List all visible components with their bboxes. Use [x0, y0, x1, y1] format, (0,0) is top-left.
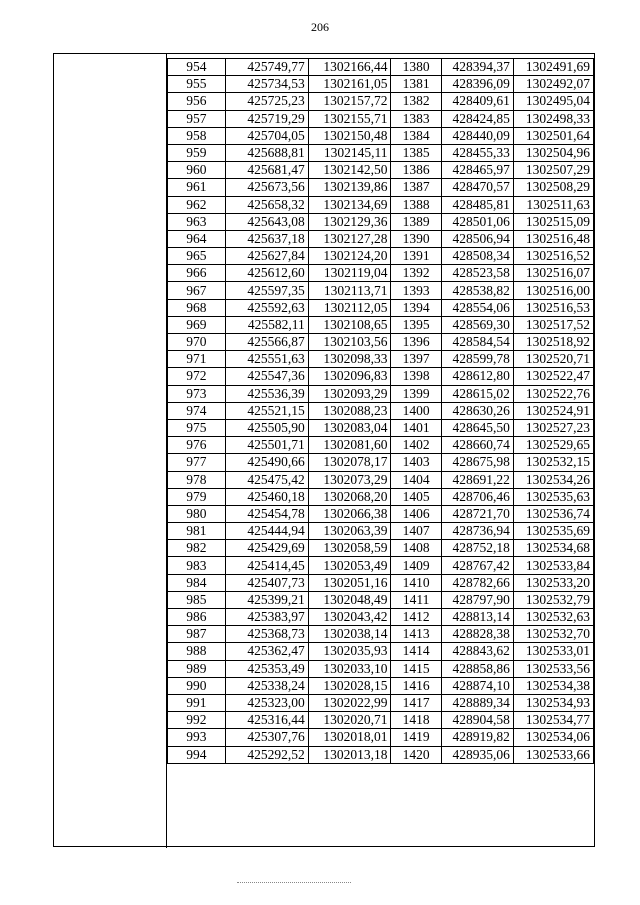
point-number-b: 1398 — [391, 368, 441, 385]
y-coordinate-b: 1302534,77 — [513, 712, 593, 729]
point-number-a: 987 — [168, 626, 226, 643]
point-number-b: 1416 — [391, 677, 441, 694]
x-coordinate-a: 425323,00 — [225, 694, 308, 711]
x-coordinate-a: 425307,76 — [225, 729, 308, 746]
point-number-a: 991 — [168, 694, 226, 711]
x-coordinate-b: 428440,09 — [441, 127, 513, 144]
y-coordinate-a: 1302083,04 — [308, 419, 391, 436]
point-number-a: 982 — [168, 540, 226, 557]
x-coordinate-a: 425592,63 — [225, 299, 308, 316]
x-coordinate-b: 428828,38 — [441, 626, 513, 643]
table-row — [168, 540, 594, 557]
table-row — [168, 316, 594, 333]
y-coordinate-b: 1302516,48 — [513, 230, 593, 247]
point-number-b: 1397 — [391, 351, 441, 368]
x-coordinate-b: 428470,57 — [441, 179, 513, 196]
coordinates-table — [167, 58, 594, 764]
x-coordinate-b: 428569,30 — [441, 316, 513, 333]
x-coordinate-a: 425368,73 — [225, 626, 308, 643]
x-coordinate-b: 428874,10 — [441, 677, 513, 694]
point-number-a: 990 — [168, 677, 226, 694]
y-coordinate-b: 1302536,74 — [513, 505, 593, 522]
point-number-a: 957 — [168, 110, 226, 127]
y-coordinate-b: 1302492,07 — [513, 76, 593, 93]
table-row — [168, 591, 594, 608]
x-coordinate-a: 425362,47 — [225, 643, 308, 660]
table-row — [168, 144, 594, 161]
y-coordinate-a: 1302035,93 — [308, 643, 391, 660]
x-coordinate-a: 425536,39 — [225, 385, 308, 402]
table-row — [168, 385, 594, 402]
point-number-b: 1387 — [391, 179, 441, 196]
y-coordinate-a: 1302063,39 — [308, 523, 391, 540]
x-coordinate-a: 425643,08 — [225, 213, 308, 230]
point-number-b: 1405 — [391, 488, 441, 505]
x-coordinate-a: 425490,66 — [225, 454, 308, 471]
y-coordinate-a: 1302022,99 — [308, 694, 391, 711]
table-row — [168, 557, 594, 574]
x-coordinate-a: 425501,71 — [225, 437, 308, 454]
point-number-a: 977 — [168, 454, 226, 471]
y-coordinate-b: 1302515,09 — [513, 213, 593, 230]
y-coordinate-b: 1302501,64 — [513, 127, 593, 144]
x-coordinate-a: 425734,53 — [225, 76, 308, 93]
x-coordinate-a: 425749,77 — [225, 59, 308, 76]
y-coordinate-b: 1302533,01 — [513, 643, 593, 660]
table-row — [168, 59, 594, 76]
y-coordinate-a: 1302048,49 — [308, 591, 391, 608]
x-coordinate-a: 425566,87 — [225, 334, 308, 351]
point-number-b: 1390 — [391, 230, 441, 247]
y-coordinate-a: 1302020,71 — [308, 712, 391, 729]
table-row — [168, 454, 594, 471]
y-coordinate-a: 1302103,56 — [308, 334, 391, 351]
x-coordinate-a: 425383,97 — [225, 609, 308, 626]
point-number-b: 1394 — [391, 299, 441, 316]
x-coordinate-b: 428721,70 — [441, 505, 513, 522]
x-coordinate-b: 428508,34 — [441, 248, 513, 265]
x-coordinate-b: 428935,06 — [441, 746, 513, 763]
point-number-b: 1380 — [391, 59, 441, 76]
y-coordinate-b: 1302535,69 — [513, 523, 593, 540]
point-number-a: 961 — [168, 179, 226, 196]
point-number-a: 989 — [168, 660, 226, 677]
x-coordinate-a: 425612,60 — [225, 265, 308, 282]
table-row — [168, 368, 594, 385]
x-coordinate-b: 428706,46 — [441, 488, 513, 505]
x-coordinate-a: 425673,56 — [225, 179, 308, 196]
y-coordinate-b: 1302532,70 — [513, 626, 593, 643]
table-row — [168, 196, 594, 213]
x-coordinate-a: 425353,49 — [225, 660, 308, 677]
table-row — [168, 127, 594, 144]
table-row — [168, 660, 594, 677]
y-coordinate-a: 1302081,60 — [308, 437, 391, 454]
y-coordinate-a: 1302161,05 — [308, 76, 391, 93]
table-row — [168, 712, 594, 729]
y-coordinate-b: 1302527,23 — [513, 419, 593, 436]
point-number-b: 1382 — [391, 93, 441, 110]
y-coordinate-a: 1302112,05 — [308, 299, 391, 316]
point-number-b: 1417 — [391, 694, 441, 711]
x-coordinate-b: 428506,94 — [441, 230, 513, 247]
x-coordinate-b: 428424,85 — [441, 110, 513, 127]
y-coordinate-b: 1302517,52 — [513, 316, 593, 333]
point-number-b: 1411 — [391, 591, 441, 608]
table-row — [168, 523, 594, 540]
y-coordinate-a: 1302119,04 — [308, 265, 391, 282]
point-number-a: 970 — [168, 334, 226, 351]
point-number-b: 1396 — [391, 334, 441, 351]
x-coordinate-a: 425681,47 — [225, 162, 308, 179]
point-number-b: 1403 — [391, 454, 441, 471]
table-row — [168, 402, 594, 419]
x-coordinate-b: 428455,33 — [441, 144, 513, 161]
x-coordinate-b: 428919,82 — [441, 729, 513, 746]
x-coordinate-b: 428396,09 — [441, 76, 513, 93]
y-coordinate-a: 1302145,11 — [308, 144, 391, 161]
point-number-a: 981 — [168, 523, 226, 540]
x-coordinate-b: 428889,34 — [441, 694, 513, 711]
table-row — [168, 351, 594, 368]
x-coordinate-b: 428843,62 — [441, 643, 513, 660]
point-number-a: 966 — [168, 265, 226, 282]
x-coordinate-b: 428554,06 — [441, 299, 513, 316]
y-coordinate-a: 1302043,42 — [308, 609, 391, 626]
y-coordinate-a: 1302058,59 — [308, 540, 391, 557]
point-number-b: 1391 — [391, 248, 441, 265]
x-coordinate-b: 428485,81 — [441, 196, 513, 213]
point-number-a: 976 — [168, 437, 226, 454]
point-number-b: 1409 — [391, 557, 441, 574]
x-coordinate-a: 425414,45 — [225, 557, 308, 574]
point-number-b: 1410 — [391, 574, 441, 591]
point-number-b: 1393 — [391, 282, 441, 299]
y-coordinate-b: 1302532,79 — [513, 591, 593, 608]
y-coordinate-b: 1302516,52 — [513, 248, 593, 265]
y-coordinate-a: 1302038,14 — [308, 626, 391, 643]
point-number-b: 1407 — [391, 523, 441, 540]
y-coordinate-a: 1302139,86 — [308, 179, 391, 196]
y-coordinate-b: 1302511,63 — [513, 196, 593, 213]
x-coordinate-a: 425338,24 — [225, 677, 308, 694]
y-coordinate-b: 1302533,20 — [513, 574, 593, 591]
y-coordinate-a: 1302073,29 — [308, 471, 391, 488]
x-coordinate-b: 428675,98 — [441, 454, 513, 471]
point-number-a: 988 — [168, 643, 226, 660]
x-coordinate-b: 428612,80 — [441, 368, 513, 385]
y-coordinate-a: 1302096,83 — [308, 368, 391, 385]
table-row — [168, 643, 594, 660]
y-coordinate-b: 1302495,04 — [513, 93, 593, 110]
y-coordinate-b: 1302534,38 — [513, 677, 593, 694]
table-row — [168, 609, 594, 626]
x-coordinate-a: 425292,52 — [225, 746, 308, 763]
y-coordinate-b: 1302498,33 — [513, 110, 593, 127]
table-row — [168, 437, 594, 454]
y-coordinate-b: 1302516,07 — [513, 265, 593, 282]
x-coordinate-b: 428691,22 — [441, 471, 513, 488]
table-row — [168, 694, 594, 711]
y-coordinate-b: 1302516,00 — [513, 282, 593, 299]
point-number-a: 954 — [168, 59, 226, 76]
point-number-a: 958 — [168, 127, 226, 144]
y-coordinate-b: 1302533,56 — [513, 660, 593, 677]
x-coordinate-a: 425688,81 — [225, 144, 308, 161]
table-row — [168, 677, 594, 694]
point-number-b: 1389 — [391, 213, 441, 230]
x-coordinate-a: 425521,15 — [225, 402, 308, 419]
x-coordinate-a: 425658,32 — [225, 196, 308, 213]
x-coordinate-b: 428394,37 — [441, 59, 513, 76]
x-coordinate-b: 428615,02 — [441, 385, 513, 402]
y-coordinate-a: 1302113,71 — [308, 282, 391, 299]
point-number-b: 1408 — [391, 540, 441, 557]
point-number-a: 986 — [168, 609, 226, 626]
y-coordinate-a: 1302124,20 — [308, 248, 391, 265]
point-number-b: 1392 — [391, 265, 441, 282]
x-coordinate-b: 428409,61 — [441, 93, 513, 110]
y-coordinate-a: 1302033,10 — [308, 660, 391, 677]
point-number-a: 965 — [168, 248, 226, 265]
y-coordinate-a: 1302013,18 — [308, 746, 391, 763]
table-row — [168, 626, 594, 643]
y-coordinate-a: 1302078,17 — [308, 454, 391, 471]
y-coordinate-a: 1302142,50 — [308, 162, 391, 179]
y-coordinate-a: 1302028,15 — [308, 677, 391, 694]
point-number-b: 1419 — [391, 729, 441, 746]
x-coordinate-b: 428858,86 — [441, 660, 513, 677]
table-row — [168, 282, 594, 299]
x-coordinate-a: 425460,18 — [225, 488, 308, 505]
point-number-b: 1385 — [391, 144, 441, 161]
point-number-a: 972 — [168, 368, 226, 385]
y-coordinate-a: 1302108,65 — [308, 316, 391, 333]
point-number-b: 1388 — [391, 196, 441, 213]
point-number-a: 984 — [168, 574, 226, 591]
table-row — [168, 471, 594, 488]
x-coordinate-a: 425475,42 — [225, 471, 308, 488]
table-row — [168, 505, 594, 522]
table-row — [168, 93, 594, 110]
x-coordinate-b: 428501,06 — [441, 213, 513, 230]
table-row — [168, 76, 594, 93]
x-coordinate-b: 428752,18 — [441, 540, 513, 557]
point-number-a: 994 — [168, 746, 226, 763]
point-number-a: 974 — [168, 402, 226, 419]
x-coordinate-b: 428904,58 — [441, 712, 513, 729]
x-coordinate-a: 425316,44 — [225, 712, 308, 729]
point-number-a: 964 — [168, 230, 226, 247]
table-row — [168, 746, 594, 763]
x-coordinate-a: 425637,18 — [225, 230, 308, 247]
table-row — [168, 179, 594, 196]
point-number-a: 963 — [168, 213, 226, 230]
y-coordinate-b: 1302534,93 — [513, 694, 593, 711]
y-coordinate-b: 1302533,84 — [513, 557, 593, 574]
point-number-b: 1386 — [391, 162, 441, 179]
point-number-a: 971 — [168, 351, 226, 368]
bottom-divider — [237, 882, 351, 883]
point-number-b: 1415 — [391, 660, 441, 677]
x-coordinate-b: 428782,66 — [441, 574, 513, 591]
table-row — [168, 334, 594, 351]
y-coordinate-a: 1302051,16 — [308, 574, 391, 591]
point-number-b: 1381 — [391, 76, 441, 93]
point-number-b: 1404 — [391, 471, 441, 488]
point-number-a: 980 — [168, 505, 226, 522]
point-number-b: 1418 — [391, 712, 441, 729]
y-coordinate-b: 1302535,63 — [513, 488, 593, 505]
point-number-a: 983 — [168, 557, 226, 574]
point-number-b: 1406 — [391, 505, 441, 522]
x-coordinate-a: 425454,78 — [225, 505, 308, 522]
y-coordinate-a: 1302066,38 — [308, 505, 391, 522]
point-number-a: 978 — [168, 471, 226, 488]
y-coordinate-a: 1302088,23 — [308, 402, 391, 419]
point-number-a: 993 — [168, 729, 226, 746]
y-coordinate-a: 1302053,49 — [308, 557, 391, 574]
y-coordinate-b: 1302532,63 — [513, 609, 593, 626]
point-number-a: 985 — [168, 591, 226, 608]
point-number-a: 956 — [168, 93, 226, 110]
y-coordinate-a: 1302093,29 — [308, 385, 391, 402]
y-coordinate-b: 1302522,47 — [513, 368, 593, 385]
point-number-a: 975 — [168, 419, 226, 436]
x-coordinate-a: 425627,84 — [225, 248, 308, 265]
y-coordinate-a: 1302068,20 — [308, 488, 391, 505]
y-coordinate-b: 1302534,68 — [513, 540, 593, 557]
point-number-a: 967 — [168, 282, 226, 299]
x-coordinate-a: 425547,36 — [225, 368, 308, 385]
point-number-b: 1400 — [391, 402, 441, 419]
y-coordinate-b: 1302532,15 — [513, 454, 593, 471]
table-row — [168, 729, 594, 746]
y-coordinate-b: 1302516,53 — [513, 299, 593, 316]
point-number-b: 1384 — [391, 127, 441, 144]
y-coordinate-b: 1302507,29 — [513, 162, 593, 179]
y-coordinate-a: 1302134,69 — [308, 196, 391, 213]
point-number-a: 968 — [168, 299, 226, 316]
table-row — [168, 110, 594, 127]
table-row — [168, 574, 594, 591]
point-number-b: 1401 — [391, 419, 441, 436]
point-number-b: 1414 — [391, 643, 441, 660]
point-number-a: 955 — [168, 76, 226, 93]
point-number-a: 960 — [168, 162, 226, 179]
point-number-b: 1412 — [391, 609, 441, 626]
x-coordinate-a: 425429,69 — [225, 540, 308, 557]
x-coordinate-a: 425444,94 — [225, 523, 308, 540]
y-coordinate-b: 1302508,29 — [513, 179, 593, 196]
y-coordinate-b: 1302533,66 — [513, 746, 593, 763]
x-coordinate-a: 425704,05 — [225, 127, 308, 144]
x-coordinate-a: 425725,23 — [225, 93, 308, 110]
point-number-b: 1402 — [391, 437, 441, 454]
x-coordinate-a: 425597,35 — [225, 282, 308, 299]
table-row — [168, 299, 594, 316]
x-coordinate-b: 428645,50 — [441, 419, 513, 436]
point-number-a: 959 — [168, 144, 226, 161]
x-coordinate-b: 428660,74 — [441, 437, 513, 454]
y-coordinate-b: 1302491,69 — [513, 59, 593, 76]
y-coordinate-b: 1302518,92 — [513, 334, 593, 351]
table-row — [168, 265, 594, 282]
point-number-a: 973 — [168, 385, 226, 402]
table-row — [168, 419, 594, 436]
left-blank-column — [54, 54, 167, 848]
point-number-b: 1420 — [391, 746, 441, 763]
page-number: 206 — [311, 20, 329, 34]
y-coordinate-b: 1302534,26 — [513, 471, 593, 488]
y-coordinate-b: 1302534,06 — [513, 729, 593, 746]
document-sheet — [53, 53, 595, 847]
y-coordinate-a: 1302018,01 — [308, 729, 391, 746]
table-row — [168, 162, 594, 179]
table-row — [168, 488, 594, 505]
y-coordinate-b: 1302504,96 — [513, 144, 593, 161]
x-coordinate-a: 425407,73 — [225, 574, 308, 591]
table-row — [168, 213, 594, 230]
x-coordinate-b: 428630,26 — [441, 402, 513, 419]
coordinates-table-body — [168, 59, 594, 764]
x-coordinate-a: 425551,63 — [225, 351, 308, 368]
y-coordinate-b: 1302520,71 — [513, 351, 593, 368]
x-coordinate-b: 428797,90 — [441, 591, 513, 608]
point-number-b: 1383 — [391, 110, 441, 127]
x-coordinate-a: 425399,21 — [225, 591, 308, 608]
x-coordinate-b: 428599,78 — [441, 351, 513, 368]
x-coordinate-b: 428538,82 — [441, 282, 513, 299]
y-coordinate-a: 1302127,28 — [308, 230, 391, 247]
x-coordinate-b: 428584,54 — [441, 334, 513, 351]
x-coordinate-a: 425505,90 — [225, 419, 308, 436]
x-coordinate-b: 428767,42 — [441, 557, 513, 574]
y-coordinate-b: 1302529,65 — [513, 437, 593, 454]
x-coordinate-b: 428523,58 — [441, 265, 513, 282]
point-number-a: 979 — [168, 488, 226, 505]
point-number-a: 969 — [168, 316, 226, 333]
point-number-a: 962 — [168, 196, 226, 213]
y-coordinate-a: 1302155,71 — [308, 110, 391, 127]
table-row — [168, 248, 594, 265]
point-number-a: 992 — [168, 712, 226, 729]
x-coordinate-b: 428465,97 — [441, 162, 513, 179]
point-number-b: 1413 — [391, 626, 441, 643]
x-coordinate-a: 425582,11 — [225, 316, 308, 333]
table-row — [168, 230, 594, 247]
y-coordinate-a: 1302098,33 — [308, 351, 391, 368]
x-coordinate-b: 428736,94 — [441, 523, 513, 540]
y-coordinate-a: 1302150,48 — [308, 127, 391, 144]
y-coordinate-a: 1302129,36 — [308, 213, 391, 230]
y-coordinate-a: 1302157,72 — [308, 93, 391, 110]
x-coordinate-a: 425719,29 — [225, 110, 308, 127]
y-coordinate-b: 1302524,91 — [513, 402, 593, 419]
x-coordinate-b: 428813,14 — [441, 609, 513, 626]
point-number-b: 1395 — [391, 316, 441, 333]
point-number-b: 1399 — [391, 385, 441, 402]
y-coordinate-a: 1302166,44 — [308, 59, 391, 76]
y-coordinate-b: 1302522,76 — [513, 385, 593, 402]
